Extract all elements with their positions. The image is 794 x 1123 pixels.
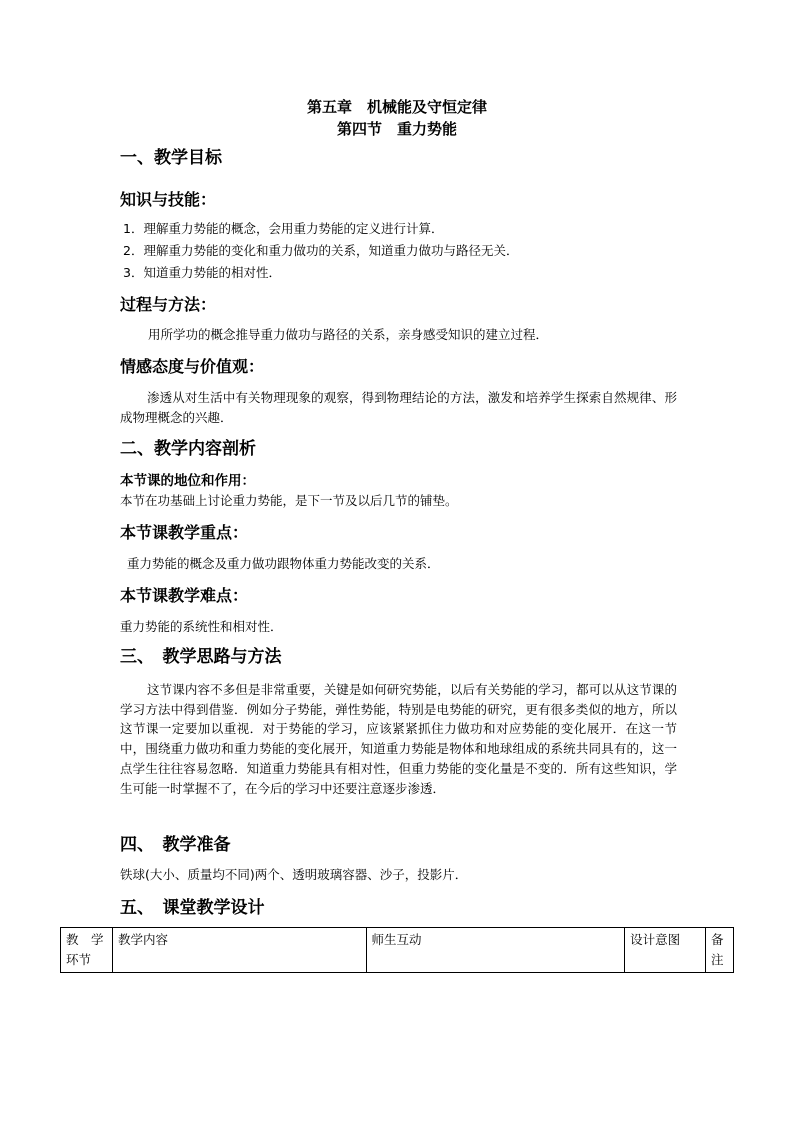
heading-content-analysis: 二、教学内容剖析 bbox=[120, 439, 256, 459]
emotion-text: 渗透从对生活中有关物理现象的观察，得到物理结论的方法，激发和培养学生探索自然规律、形成物理概念的兴趣． bbox=[120, 390, 677, 425]
heading-class-design: 五、 课堂教学设计 bbox=[120, 898, 265, 918]
chapter-title: 第五章 机械能及守恒定律 bbox=[306, 98, 487, 116]
key-points-text: 重力势能的概念及重力做功跟物体重力势能改变的关系． bbox=[127, 556, 440, 571]
heading-emotion-values: 情感态度与价值观： bbox=[120, 357, 265, 376]
heading-teaching-preparation: 四、 教学准备 bbox=[120, 835, 231, 855]
class-design-table bbox=[60, 927, 734, 973]
process-text: 用所学功的概念推导重力做功与路径的关系，亲身感受知识的建立过程． bbox=[148, 327, 549, 342]
approach-text: 这节课内容不多但是非常重要，关键是如何研究势能，以后有关势能的学习，都可以从这节课的学习方法中得到借鉴．例如分子势能，弹性势能，特别是电势能的研究，更有很多类似的地方，所以这节课一定要加以重视．对于势能的学习，应该紧紧抓住力做功和对应势能的变化展开．在这一节中，围绕重力做功和重力势能的变化展开，知道重力势能是物体和地球组成的系统共同具有的，这一点学生往往容易忽略．知道重力势能具有相对性，但重力势能的变化量是不变的．所有这些知识，学生可能一时掌握不了，在今后的学习中还要注意逐步渗透． bbox=[120, 682, 677, 796]
table-header-cell: 师生互动 bbox=[366, 928, 625, 973]
heading-process-method: 过程与方法： bbox=[120, 295, 217, 314]
table-row bbox=[61, 928, 734, 973]
heading-teaching-goals: 一、教学目标 bbox=[120, 148, 222, 168]
list-item: 2．理解重力势能的变化和重力做功的关系，知道重力做功与路径无关． bbox=[123, 243, 519, 258]
heading-key-points: 本节课教学重点： bbox=[120, 523, 249, 542]
position-text: 本节在功基础上讨论重力势能，是下一节及以后几节的铺垫。 bbox=[120, 493, 458, 508]
difficult-points-text: 重力势能的系统性和相对性． bbox=[120, 619, 283, 634]
heading-difficult-points: 本节课教学难点： bbox=[120, 586, 249, 605]
list-item: 1．理解重力势能的概念，会用重力势能的定义进行计算． bbox=[123, 221, 444, 236]
table-header-cell: 教 学环节 bbox=[61, 928, 113, 973]
heading-position-role: 本节课的地位和作用： bbox=[120, 473, 255, 489]
preparation-text: 铁球(大小、质量均不同)两个、透明玻璃容器、沙子，投影片． bbox=[120, 867, 468, 882]
heading-teaching-approach: 三、 教学思路与方法 bbox=[120, 647, 282, 667]
table-header-cell: 教学内容 bbox=[112, 928, 366, 973]
list-item: 3．知道重力势能的相对性． bbox=[123, 265, 281, 280]
heading-knowledge-skills: 知识与技能： bbox=[120, 190, 217, 209]
table-header-cell: 备注 bbox=[705, 928, 733, 973]
section-title: 第四节 重力势能 bbox=[336, 120, 457, 138]
table-header-cell: 设计意图 bbox=[625, 928, 706, 973]
